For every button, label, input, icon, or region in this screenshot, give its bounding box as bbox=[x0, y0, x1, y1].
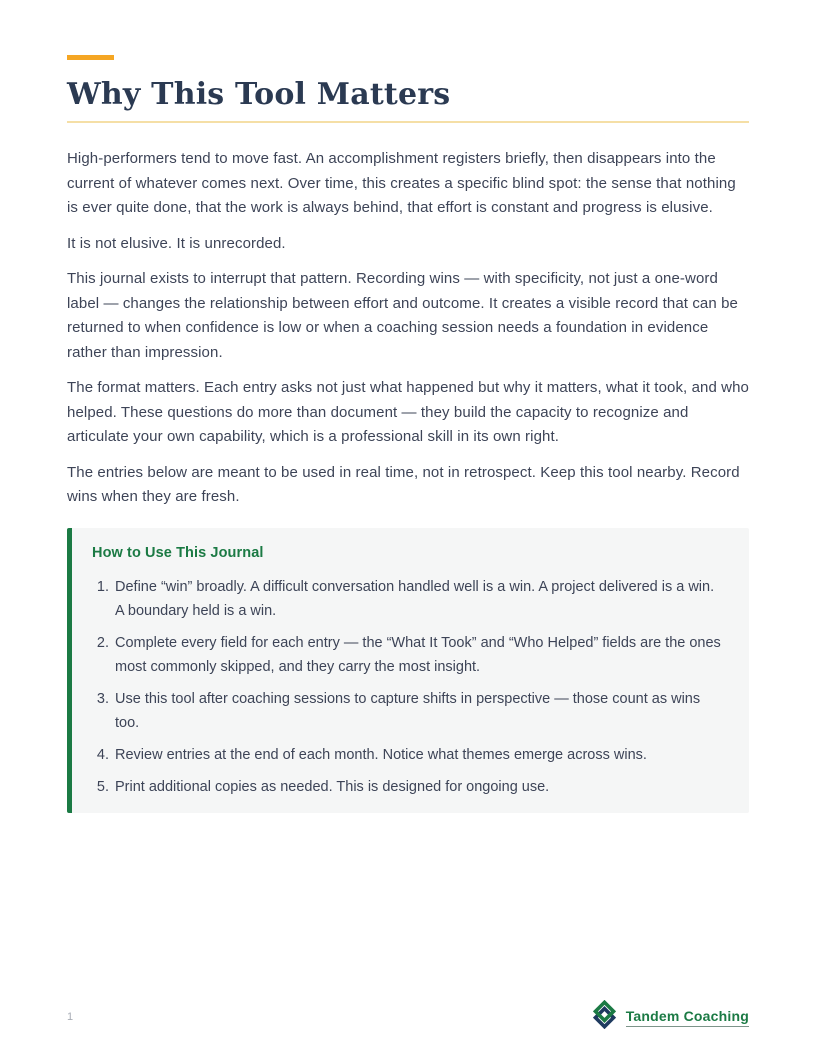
list-item: 2. Complete every field for each entry — the “What It Took” and “Who Helped” fields are the ones most commonly skipped, and they carry the most insight. bbox=[113, 631, 725, 679]
list-item: 5. Print additional copies as needed. This is designed for ongoing use. bbox=[113, 775, 725, 799]
callout-heading: How to Use This Journal bbox=[92, 544, 264, 561]
paragraph: The format matters. Each entry asks not just what happened but why it matters, what it took, and who helped. These questions do more than document — they build the capacity to recognize and articulate your own capability, which is a professional skill in its own right. bbox=[67, 379, 749, 445]
list-item: 3. Use this tool after coaching sessions to capture shifts in perspective — those count as wins too. bbox=[113, 687, 725, 735]
body-copy bbox=[67, 147, 749, 510]
instruction-list bbox=[92, 575, 725, 799]
list-item: 4. Review entries at the end of each month. Notice what themes emerge across wins. bbox=[113, 743, 725, 767]
page-title: Why This Tool Matters bbox=[67, 77, 451, 112]
accent-bar bbox=[67, 55, 114, 60]
brand-logo-text: Tandem Coaching bbox=[626, 1008, 749, 1027]
paragraph: This journal exists to interrupt that pattern. Recording wins — with specificity, not just a one-word label — changes the relationship between effort and outcome. It creates a visible record that can be returned to when confidence is low or when a coaching session needs a foundation in evidence rather than impression. bbox=[67, 270, 738, 361]
paragraph: High-performers tend to move fast. An accomplishment registers briefly, then disappears into the current of whatever comes next. Over time, this creates a specific blind spot: the sense that nothing is ever quite done, that the work is always behind, that effort is constant and progress is elusive. bbox=[67, 150, 736, 216]
page-header bbox=[67, 55, 749, 123]
page-number: 1 bbox=[67, 1011, 74, 1023]
paragraph: It is not elusive. It is unrecorded. bbox=[67, 234, 286, 252]
tandem-diamond-icon bbox=[590, 1000, 619, 1034]
brand-logo bbox=[590, 1000, 749, 1034]
page-footer bbox=[67, 1000, 749, 1034]
paragraph: The entries below are meant to be used in real time, not in retrospect. Keep this tool nearby. Record wins when they are fresh. bbox=[67, 463, 740, 505]
list-item: 1. Define “win” broadly. A difficult conversation handled well is a win. A project delivered is a win. A boundary held is a win. bbox=[113, 575, 725, 623]
how-to-use-callout bbox=[67, 528, 749, 813]
